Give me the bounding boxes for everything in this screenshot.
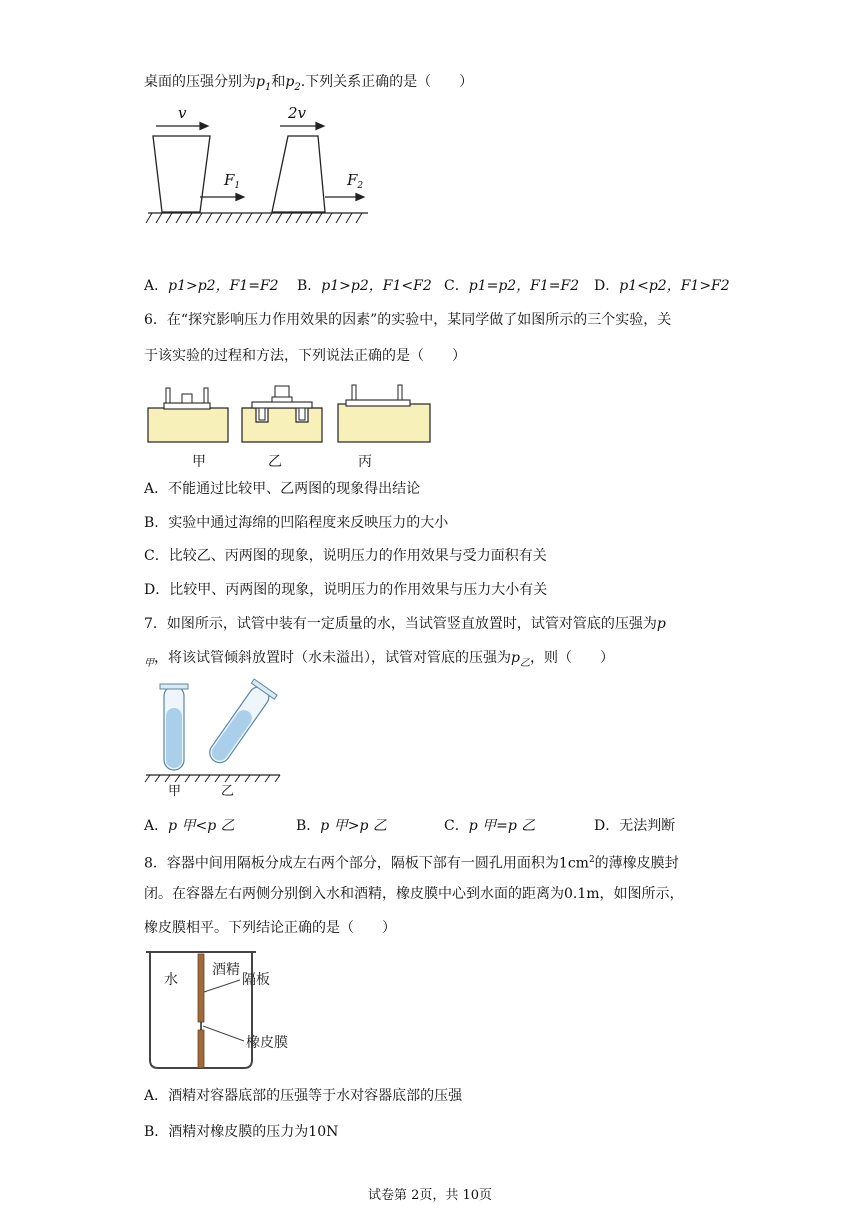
q5-p2: p <box>285 74 295 90</box>
q8-stem-line1-end: 的薄橡皮膜封 <box>594 855 679 872</box>
q7-option-a-text: p 甲<p 乙 <box>168 818 235 834</box>
q7-option-d <box>594 816 675 836</box>
q7-sub-jia: 甲 <box>144 657 154 669</box>
q6-sponge-bing <box>338 385 430 442</box>
q5-ground-hatch <box>146 213 362 223</box>
q6-figure <box>146 382 436 472</box>
q8-figure <box>140 948 320 1074</box>
page-footer: 试卷第 2页，共 10页 <box>367 1188 493 1203</box>
q8-stem-line1-text: 8．容器中间用隔板分成左右两个部分，隔板下部有一圆孔用面积为 <box>144 855 559 872</box>
q7-option-b-letter: B． <box>296 818 321 834</box>
q8-option-a: A．酒精对容器底部的压强等于水对容器底部的压强 <box>144 1088 463 1104</box>
q5-option-c-letter: C． <box>444 278 469 294</box>
q7-option-c <box>444 816 535 836</box>
q8-label-alcohol: 酒精 <box>212 962 240 978</box>
q6-option-c: C．比较乙、丙两图的现象，说明压力的作用效果与受力面积有关 <box>144 548 547 564</box>
q5-option-a-letter: A． <box>144 278 169 294</box>
q7-stem-line2-end: ，则（ ） <box>529 650 614 666</box>
q5-option-b <box>297 276 432 296</box>
q5-f1-letter: F <box>224 171 235 189</box>
q7-tube-vertical <box>160 684 188 770</box>
q6-option-d: D．比较甲、丙两图的现象，说明压力的作用效果与压力大小有关 <box>144 582 548 598</box>
q7-label-yi: 乙 <box>221 784 235 799</box>
q7-stem-line1-text: 7．如图所示，试管中装有一定质量的水，当试管竖直放置时，试管对管底的压强为 <box>144 616 657 632</box>
q5-block-1 <box>153 136 210 212</box>
q7-stem-line2-text: ，将该试管倾斜放置时（水未溢出），试管对管底的压强为 <box>154 650 511 666</box>
q7-option-b <box>296 816 387 836</box>
q5-and: 和 <box>271 74 286 90</box>
q7-stem-line1 <box>144 614 666 634</box>
q7-p-symbol-2: p <box>511 650 520 666</box>
q8-area-sup: 2 <box>588 855 595 865</box>
q5-option-d-text: p1<p2，F1>F2 <box>619 278 730 294</box>
q5-f1-label <box>223 171 240 191</box>
q5-stem-end: .下列关系正确的是（ ） <box>300 74 474 90</box>
q6-label-yi: 乙 <box>268 454 282 470</box>
q8-option-b: B．酒精对橡皮膜的压力为10N <box>144 1124 339 1140</box>
q5-f2-label <box>346 171 363 191</box>
q8-stem-line2: 闭。在容器左右两侧分别倒入水和酒精，橡皮膜中心到水面的距离为0.1m，如图所示， <box>144 886 684 902</box>
q7-option-d-text: 无法判断 <box>619 818 676 834</box>
q5-option-b-letter: B． <box>297 278 322 294</box>
q5-option-a-text: p1>p2，F1=F2 <box>168 278 279 294</box>
q7-option-c-text: p 甲=p 乙 <box>468 818 536 834</box>
q6-sponge-jia <box>148 388 228 442</box>
q8-stem-line3: 橡皮膜相平。下列结论正确的是（ ） <box>144 920 396 936</box>
q8-area-unit: 1cm <box>558 855 589 872</box>
q6-label-bing: 丙 <box>358 454 372 470</box>
q8-label-membrane: 橡皮膜 <box>246 1035 288 1051</box>
q5-option-a <box>144 276 279 296</box>
q5-option-d-letter: D． <box>594 278 620 294</box>
q7-option-d-letter: D． <box>594 818 620 834</box>
q7-option-b-text: p 甲>p 乙 <box>320 818 387 834</box>
q6-option-a: A．不能通过比较甲、乙两图的现象得出结论 <box>144 481 421 497</box>
q8-partition-upper <box>198 954 204 1022</box>
q5-v-label: v <box>178 104 187 122</box>
q5-option-d <box>594 276 730 296</box>
q5-f2-sub: 2 <box>357 181 364 191</box>
q5-p1: p <box>256 74 265 90</box>
q6-sponge-yi <box>242 386 322 442</box>
q7-ground-hatch <box>145 775 280 782</box>
q8-label-partition: 隔板 <box>242 972 270 988</box>
q7-label-jia: 甲 <box>168 784 182 799</box>
q7-p-symbol: p <box>656 616 666 632</box>
q5-figure <box>140 100 380 235</box>
q5-stem <box>144 72 473 98</box>
q6-stem-line1: 6．在“探究影响压力作用效果的因素”的实验中，某同学做了如图所示的三个实验，关 <box>144 312 672 328</box>
q7-stem-line2 <box>144 648 614 674</box>
q7-option-c-letter: C． <box>444 818 469 834</box>
q8-label-water: 水 <box>164 972 178 988</box>
q5-stem-text: 桌面的压强分别为 <box>144 74 256 90</box>
q7-option-a-letter: A． <box>144 818 169 834</box>
q5-block-2 <box>272 136 325 212</box>
q8-partition-leader <box>204 980 240 992</box>
q5-f2-letter: F <box>347 171 358 189</box>
q6-option-b: B．实验中通过海绵的凹陷程度来反映压力的大小 <box>144 515 449 531</box>
q7-sub-yi: 乙 <box>519 657 530 669</box>
q5-option-c <box>444 276 579 296</box>
q7-option-a <box>144 816 235 836</box>
q5-f1-sub: 1 <box>234 181 241 191</box>
q7-tube-tilted <box>203 679 278 769</box>
q7-figure <box>140 678 290 800</box>
q6-label-jia: 甲 <box>192 454 206 470</box>
q5-2v-label: 2v <box>288 104 307 122</box>
q5-option-b-text: p1>p2，F1<F2 <box>321 278 432 294</box>
q5-option-c-text: p1=p2，F1=F2 <box>468 278 580 294</box>
q6-stem-line2: 于该实验的过程和方法，下列说法正确的是（ ） <box>144 348 466 364</box>
q5-p2-sub: 2 <box>294 81 301 93</box>
q8-stem-line1 <box>144 850 679 874</box>
q8-membrane-leader <box>203 1026 244 1041</box>
q8-partition-lower <box>198 1030 204 1068</box>
q5-p1-sub: 1 <box>264 81 272 93</box>
